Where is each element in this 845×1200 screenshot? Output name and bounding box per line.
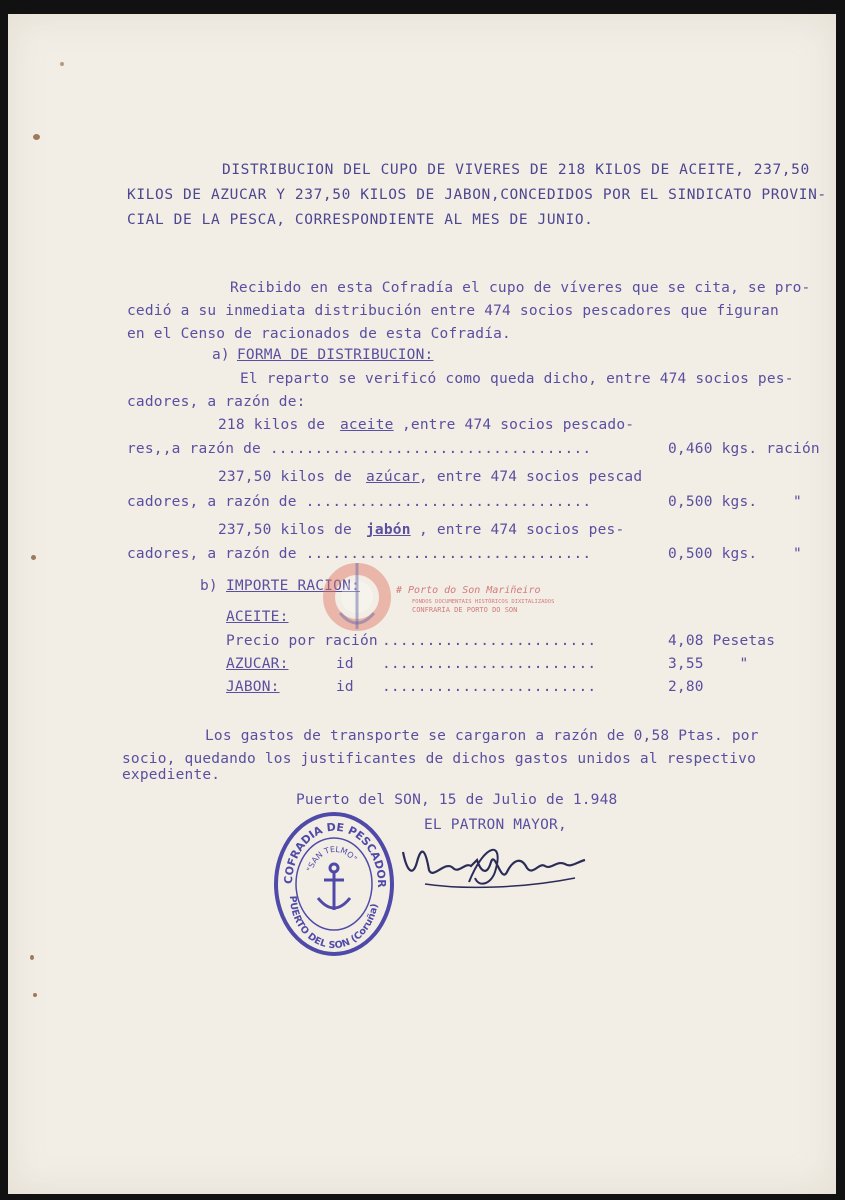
intro-line-3: en el Censo de racionados de esta Cofradía.: [127, 326, 511, 342]
aceite-product: aceite: [340, 417, 394, 433]
intro-line-2: cedió a su inmediata distribución entre 474 socios pescadores que figuran: [127, 303, 779, 319]
jabon-pre: 237,50 kilos de: [218, 522, 352, 538]
azucar-leader: cadores, a razón de ................................: [127, 494, 592, 510]
transport-line-1: Los gastos de transporte se cargaron a razón de 0,58 Ptas. por: [205, 728, 759, 744]
price-jabon-value: 2,80: [668, 679, 704, 695]
price-azucar-value: 3,55 ": [668, 656, 749, 672]
intro-line-1: Recibido en esta Cofradía el cupo de víveres que se cita, se pro-: [230, 280, 811, 296]
price-aceite-label: ACEITE:: [226, 609, 289, 625]
transport-line-3: expediente.: [122, 767, 221, 783]
price-per-ration-label: Precio por ración: [226, 633, 378, 649]
jabon-product: jabón: [366, 522, 411, 538]
signatory-title: EL PATRON MAYOR,: [424, 817, 567, 833]
paper-stain: [60, 62, 64, 66]
price-azucar-id: id: [336, 656, 354, 672]
azucar-post: , entre 474 socios pescad: [419, 469, 643, 485]
watermark-org: CONFRARÍA DE PORTO DO SON: [412, 606, 518, 614]
archive-watermark: [320, 555, 555, 645]
paper-stain: [33, 134, 40, 140]
jabon-leader: cadores, a razón de ................................: [127, 546, 592, 562]
paper-stain: [31, 555, 36, 560]
section-a-line-1: El reparto se verificó como queda dicho, entre 474 socios pes-: [240, 371, 794, 387]
seal-location-text: PUERTO DEL SON (Coruña): [286, 895, 381, 952]
jabon-post: , entre 474 socios pes-: [419, 522, 625, 538]
anchor-icon: [318, 864, 350, 910]
transport-line-2: socio, quedando los justificantes de dichos gastos unidos al respectivo: [122, 751, 757, 767]
seal-inner-text: "SAN TELMO": [305, 844, 359, 873]
watermark-caption: FONDOS DOCUMENTAIS HISTÓRICOS DIXITALIZADOS: [412, 599, 555, 605]
aceite-amount: 0,460 kgs. ración: [668, 441, 820, 457]
watermark-name: # Porto do Son Mariñeiro: [396, 585, 541, 596]
azucar-pre: 237,50 kilos de: [218, 469, 352, 485]
handwritten-signature: [395, 832, 595, 902]
section-a-line-2: cadores, a razón de:: [127, 394, 306, 410]
azucar-product: azúcar: [366, 469, 420, 485]
paper-stain: [33, 993, 37, 997]
price-jabon-label: JABON:: [226, 679, 280, 695]
title-line-1: DISTRIBUCION DEL CUPO DE VIVERES DE 218 KILOS DE ACEITE, 237,50: [222, 162, 810, 178]
svg-text:COFRADIA DE PESCADORES: [270, 810, 388, 888]
svg-text:"SAN TELMO": [305, 845, 358, 873]
aceite-leader: res,,a razón de ....................................: [127, 441, 592, 457]
price-azucar-leader: ........................: [382, 656, 597, 672]
title-line-3: CIAL DE LA PESCA, CORRESPONDIENTE AL MES DE JUNIO.: [127, 212, 594, 228]
price-jabon-id: id: [336, 679, 354, 695]
section-a-marker: a): [212, 347, 230, 363]
jabon-amount: 0,500 kgs. ": [668, 546, 802, 562]
price-aceite-value: 4,08 Pesetas: [668, 633, 776, 649]
aceite-post: ,entre 474 socios pescado-: [402, 417, 635, 433]
paper-stain: [30, 955, 34, 960]
azucar-amount: 0,500 kgs. ": [668, 494, 802, 510]
aceite-pre: 218 kilos de: [218, 417, 326, 433]
section-b-marker: b): [200, 578, 218, 594]
seal-outer-text: COFRADIA DE PESCADOR: [281, 820, 389, 888]
price-aceite-leader: ........................: [382, 633, 597, 649]
place-date: Puerto del SON, 15 de Julio de 1.948: [296, 792, 618, 808]
section-b-heading: IMPORTE RACION:: [226, 578, 360, 594]
title-line-2: KILOS DE AZUCAR Y 237,50 KILOS DE JABON,CONCEDIDOS POR EL SINDICATO PROVIN-: [127, 187, 827, 203]
price-azucar-label: AZUCAR:: [226, 656, 289, 672]
cofradia-seal: [270, 810, 398, 958]
section-a-heading: FORMA DE DISTRIBUCION:: [237, 347, 434, 363]
price-jabon-leader: ........................: [382, 679, 597, 695]
